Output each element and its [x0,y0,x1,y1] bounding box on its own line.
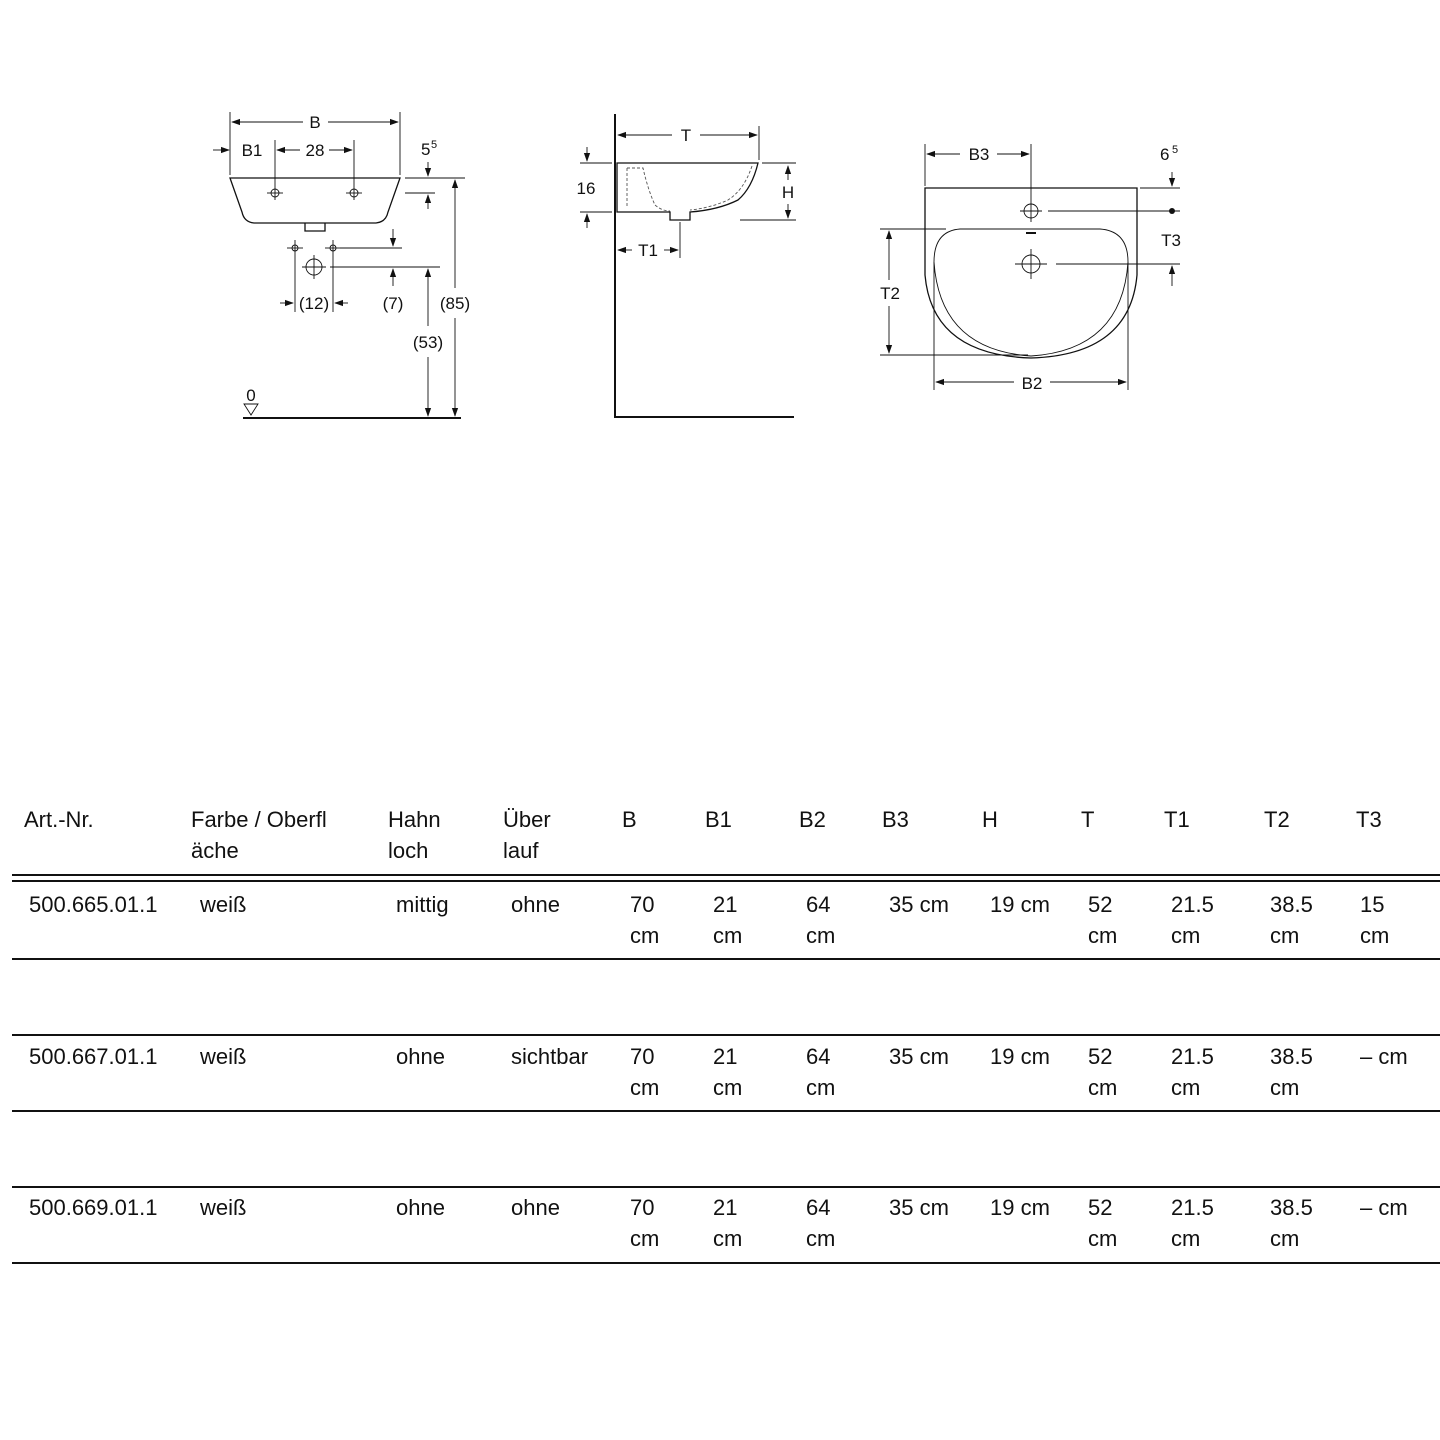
header-t3-line: T3 [1356,807,1382,832]
dim-label-t3: T3 [1161,231,1181,250]
cell-t3 [1360,1192,1408,1223]
header-ueberlauf-line: Über [503,807,551,832]
connection-left-icon [287,240,303,256]
header-t [1081,804,1094,835]
header-h-line: H [982,807,998,832]
cell-b1-line: cm [713,1226,743,1251]
cell-t2-line: cm [1270,923,1300,948]
cell-t-line: 52 [1088,1044,1113,1069]
cell-b [630,1041,659,1103]
header-farbe-oberflaeche [191,804,327,866]
dim-label-b2: B2 [1021,374,1043,393]
cell-b-line: 70 [630,1044,655,1069]
header-b1 [705,804,732,835]
dim-label-16: 16 [576,179,596,198]
cell-b2-line: 64 [806,1044,831,1069]
cell-hahnloch: mittig [396,892,449,917]
top-view-drawing [880,144,1181,393]
bowl-inner-outline [934,229,1128,356]
drain-icon [1015,249,1047,279]
row-separator [12,1186,1440,1188]
cell-h: 19 cm [990,1044,1050,1069]
row-separator [12,1110,1440,1112]
basin-front-outline [230,178,400,223]
cell-t1-line: cm [1171,1226,1201,1251]
header-ueberlauf-line: lauf [503,838,539,863]
cell-b3: 35 cm [889,892,949,917]
cell-farbe-oberflaeche: weiß [200,892,247,917]
row-separator [12,958,1440,960]
header-t-line: T [1081,807,1095,832]
cell-b-line: 70 [630,1195,655,1220]
cell-art-nr: 500.669.01.1 [29,1195,158,1220]
cell-t-line: 52 [1088,892,1113,917]
cell-b-line: 70 [630,892,655,917]
cell-t1-line: 21.5 [1171,1044,1214,1069]
tap-hole-icon [1020,200,1042,222]
cell-b3: 35 cm [889,1195,949,1220]
cell-b1-line: 21 [713,892,738,917]
dim-label-53: (53) [412,333,444,352]
dim-label-5: 5 [421,140,431,159]
header-t1-line: T1 [1164,807,1190,832]
header-t2-line: T2 [1264,807,1290,832]
cell-ueberlauf: ohne [511,1195,560,1220]
cell-t1 [1171,889,1214,951]
cell-hahnloch: ohne [396,1195,445,1220]
cell-t1-line: 21.5 [1171,1195,1214,1220]
drain-connection-icon [302,255,326,279]
cell-art-nr: 500.665.01.1 [29,892,158,917]
cell-b2-line: cm [806,1075,836,1100]
cell-t2 [1270,1041,1313,1103]
cell-t-line: 52 [1088,1195,1113,1220]
header-rule-top [12,874,1440,876]
row-separator [12,1034,1440,1036]
header-farbe-oberflaeche-line: Farbe / Oberfl [191,807,327,832]
cell-t1 [1171,1041,1214,1103]
cell-b1 [713,1041,742,1103]
header-b2-line: B2 [799,807,826,832]
tap-hole-left-icon [267,186,283,200]
cell-b1-line: 21 [713,1195,738,1220]
side-view-drawing [577,114,796,418]
dim-label-h: H [781,183,795,202]
basin-side-outline [617,163,758,220]
cell-b2 [806,889,835,951]
cell-t-line: cm [1088,1075,1118,1100]
cell-b1-line: cm [713,923,743,948]
front-view-drawing [213,112,470,418]
cell-b [630,1192,659,1254]
floor-level-label: 0 [246,386,256,405]
header-b [622,804,637,835]
dim-label-85: (85) [439,294,471,313]
cell-t3 [1360,1041,1408,1072]
cell-farbe-oberflaeche: weiß [200,1044,247,1069]
cell-t3-line: cm [1360,923,1390,948]
cell-hahnloch: ohne [396,1044,445,1069]
cell-b-line: cm [630,923,660,948]
header-t1 [1164,804,1190,835]
dim-label-6-sup: 5 [1172,144,1179,156]
cell-b2 [806,1041,835,1103]
header-rule-bottom [12,880,1440,882]
cell-b1-line: 21 [713,1044,738,1069]
cell-t-line: cm [1088,923,1118,948]
dim-label-28: 28 [305,141,325,160]
header-t2 [1264,804,1290,835]
row-separator [12,1262,1440,1264]
cell-ueberlauf: ohne [511,892,560,917]
cell-b2-line: 64 [806,1195,831,1220]
cell-b2-line: cm [806,1226,836,1251]
cell-h: 19 cm [990,1195,1050,1220]
cell-t2-line: 38.5 [1270,1195,1313,1220]
header-farbe-oberflaeche-line: äche [191,838,239,863]
cell-b2 [806,1192,835,1254]
dim-label-b: B [309,113,321,132]
dim-label-b3: B3 [968,145,990,164]
cell-t1 [1171,1192,1214,1254]
cell-t2 [1270,889,1313,951]
cell-b2-line: cm [806,923,836,948]
dim-label-7: (7) [382,294,404,313]
header-h [982,804,998,835]
dim-label-t: T [680,126,692,145]
cell-b1 [713,1192,742,1254]
header-b3 [882,804,909,835]
level-triangle-icon [244,404,258,415]
connection-right-icon [325,240,341,256]
cell-b3: 35 cm [889,1044,949,1069]
dim-label-5-sup: 5 [431,139,438,151]
header-hahnloch [388,804,441,866]
header-b-line: B [622,807,637,832]
header-t3 [1356,804,1382,835]
dim-label-t2: T2 [880,284,900,303]
cell-b-line: cm [630,1075,660,1100]
cell-t3-line: – cm [1360,1195,1408,1220]
dim-label-b1: B1 [241,141,263,160]
cell-t [1088,1041,1117,1103]
header-ueberlauf [503,804,551,866]
cell-ueberlauf: sichtbar [511,1044,589,1069]
cell-h: 19 cm [990,892,1050,917]
cell-t2 [1270,1192,1313,1254]
cell-t2-line: cm [1270,1075,1300,1100]
cell-t2-line: 38.5 [1270,1044,1313,1069]
header-hahnloch-line: loch [388,838,429,863]
cell-t1-line: cm [1171,923,1201,948]
dimension-dot [1169,208,1175,214]
cell-b-line: cm [630,1226,660,1251]
cell-t-line: cm [1088,1226,1118,1251]
header-art-nr-line: Art.-Nr. [24,807,94,832]
header-b1-line: B1 [705,807,732,832]
cell-b1-line: cm [713,1075,743,1100]
cell-b1 [713,889,742,951]
cell-t3-line: – cm [1360,1044,1408,1069]
cell-t [1088,1192,1117,1254]
cell-farbe-oberflaeche: weiß [200,1195,247,1220]
header-art-nr [24,804,94,835]
dim-label-12: (12) [298,294,330,313]
cell-t3 [1360,889,1389,951]
cell-t [1088,889,1117,951]
tap-hole-right-icon [346,186,362,200]
technical-drawings [0,0,1440,480]
header-hahnloch-line: Hahn [388,807,441,832]
dim-label-6: 6 [1160,145,1170,164]
cell-t2-line: cm [1270,1226,1300,1251]
cell-b2-line: 64 [806,892,831,917]
cell-t1-line: 21.5 [1171,892,1214,917]
cell-b [630,889,659,951]
cell-art-nr: 500.667.01.1 [29,1044,158,1069]
cell-t3-line: 15 [1360,892,1385,917]
dim-label-t1: T1 [638,241,658,260]
header-b3-line: B3 [882,807,909,832]
cell-t1-line: cm [1171,1075,1201,1100]
header-b2 [799,804,826,835]
cell-t2-line: 38.5 [1270,892,1313,917]
